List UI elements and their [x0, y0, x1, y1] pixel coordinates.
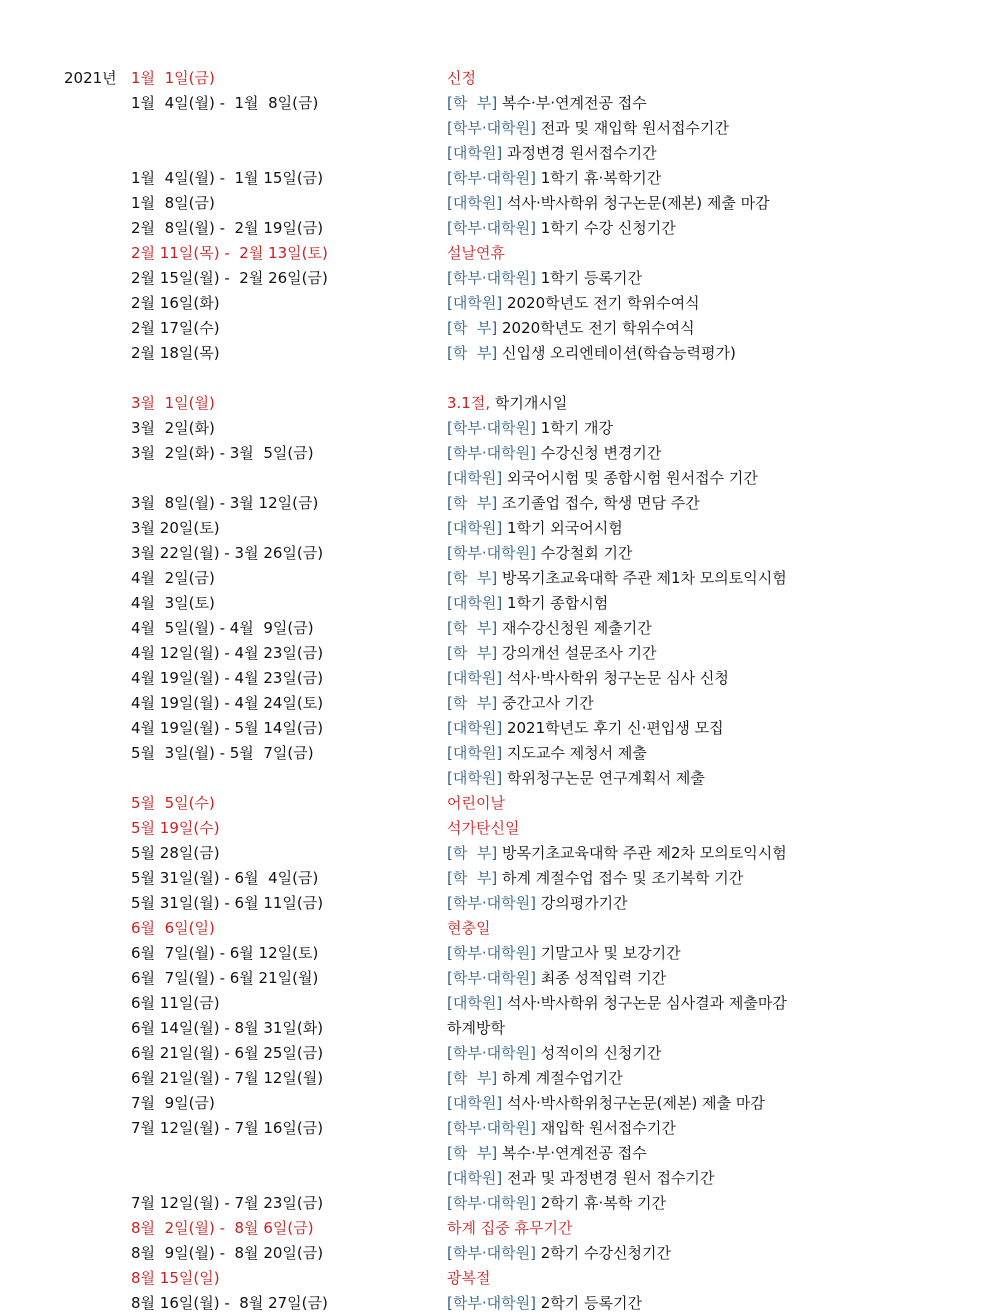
- schedule-event: [447, 1166, 714, 1191]
- schedule-description: 1학기 휴·복학기간: [540, 169, 662, 187]
- schedule-row: [0, 341, 994, 366]
- schedule-description: 석사·박사학위 청구논문 심사 신청: [506, 669, 729, 687]
- schedule-category: [대학원]: [447, 144, 503, 162]
- schedule-category: [학부·대학원]: [447, 269, 536, 287]
- schedule-date: 3월 1일(월): [131, 394, 215, 412]
- schedule-date: 4월 19일(월) - 5월 14일(금): [131, 719, 324, 737]
- schedule-description: 방목기초교육대학 주관 제1차 모의토익시험: [502, 569, 787, 587]
- schedule-category: [학 부]: [447, 344, 498, 362]
- schedule-date: 7월 9일(금): [131, 1094, 215, 1112]
- schedule-description: 수강철회 기간: [540, 544, 633, 562]
- schedule-category: [학 부]: [447, 1069, 498, 1087]
- schedule-category: [학부·대학원]: [447, 1194, 536, 1212]
- schedule-event: [447, 816, 519, 841]
- schedule-date: 1월 4일(월) - 1월 8일(금): [131, 94, 319, 112]
- schedule-row: [0, 166, 994, 191]
- schedule-description: 성적이의 신청기간: [540, 1044, 662, 1062]
- schedule-date: 5월 19일(수): [131, 819, 220, 837]
- schedule-description: 1학기 등록기간: [540, 269, 642, 287]
- schedule-category: [학 부]: [447, 844, 498, 862]
- schedule-category: [학 부]: [447, 644, 498, 662]
- schedule-description: 2학기 등록기간: [540, 1294, 642, 1312]
- schedule-event: [447, 766, 705, 791]
- schedule-row: [0, 541, 994, 566]
- schedule-date: 6월 7일(월) - 6월 12일(토): [131, 944, 319, 962]
- schedule-date: 4월 12일(월) - 4월 23일(금): [131, 644, 324, 662]
- holiday-row: [0, 1216, 994, 1241]
- schedule-row: [0, 566, 994, 591]
- schedule-event: [447, 416, 613, 441]
- schedule-event: [447, 1266, 490, 1291]
- schedule-row: [0, 1141, 994, 1166]
- schedule-description: 하계방학: [447, 1019, 505, 1037]
- academic-schedule: [0, 66, 994, 1316]
- schedule-date: 5월 31일(월) - 6월 4일(금): [131, 869, 319, 887]
- schedule-category: [학 부]: [447, 869, 498, 887]
- schedule-category: [학 부]: [447, 619, 498, 637]
- schedule-description: 과정변경 원서접수기간: [506, 144, 657, 162]
- schedule-row: [0, 941, 994, 966]
- schedule-description: 수강신청 변경기간: [540, 444, 662, 462]
- schedule-description: 복수·부·연계전공 접수: [502, 94, 647, 112]
- schedule-date: 2월 17일(수): [131, 319, 220, 337]
- schedule-row: [0, 766, 994, 791]
- schedule-date: 6월 14일(월) - 8월 31일(화): [131, 1019, 324, 1037]
- schedule-category: [학부·대학원]: [447, 219, 536, 237]
- schedule-description: 하계 계절수업기간: [502, 1069, 623, 1087]
- schedule-event: [447, 466, 758, 491]
- schedule-row: [0, 1041, 994, 1066]
- holiday-row: [0, 391, 994, 416]
- schedule-row: [0, 266, 994, 291]
- schedule-description: 석가탄신일: [447, 819, 520, 837]
- schedule-row: [0, 1091, 994, 1116]
- schedule-row: [0, 666, 994, 691]
- schedule-description: 중간고사 기간: [502, 694, 594, 712]
- schedule-event: [447, 1216, 572, 1241]
- schedule-date: 8월 2일(월) - 8월 6일(금): [131, 1219, 314, 1237]
- schedule-row: [0, 516, 994, 541]
- year-label: 2021년: [64, 69, 117, 87]
- schedule-date: 5월 3일(월) - 5월 7일(금): [131, 744, 314, 762]
- schedule-description: 현충일: [447, 919, 491, 937]
- holiday-row: [0, 816, 994, 841]
- schedule-event: [447, 866, 743, 891]
- schedule-event: [447, 916, 490, 941]
- schedule-date: 8월 9일(월) - 8월 20일(금): [131, 1244, 324, 1262]
- schedule-event: [447, 166, 661, 191]
- schedule-description: 전과 및 재입학 원서접수기간: [540, 119, 729, 137]
- schedule-event: [447, 1066, 623, 1091]
- schedule-category: [학부·대학원]: [447, 1044, 536, 1062]
- schedule-event: [447, 91, 647, 116]
- schedule-description: 설날연휴: [447, 244, 505, 262]
- schedule-event: [447, 616, 652, 641]
- schedule-date: 3월 22일(월) - 3월 26일(금): [131, 544, 324, 562]
- schedule-description: 1학기 개강: [540, 419, 613, 437]
- schedule-row: [0, 866, 994, 891]
- holiday-row: [0, 916, 994, 941]
- schedule-row: [0, 216, 994, 241]
- schedule-row: [0, 1291, 994, 1316]
- schedule-description: 1학기 종합시험: [506, 594, 609, 612]
- schedule-category: [학부·대학원]: [447, 419, 536, 437]
- holiday-row: [0, 66, 994, 91]
- schedule-date: 6월 21일(월) - 7월 12일(월): [131, 1069, 324, 1087]
- schedule-category: [학 부]: [447, 94, 498, 112]
- schedule-category: [학 부]: [447, 569, 498, 587]
- schedule-date: 8월 16일(월) - 8월 27일(금): [131, 1294, 328, 1312]
- schedule-category: [대학원]: [447, 994, 503, 1012]
- schedule-event: [447, 191, 770, 216]
- schedule-event: [447, 441, 661, 466]
- schedule-event: [447, 1041, 661, 1066]
- schedule-date: 4월 2일(금): [131, 569, 215, 587]
- schedule-description: 석사·박사학위 청구논문(제본) 제출 마감: [506, 194, 770, 212]
- schedule-event: [447, 141, 657, 166]
- schedule-description: 강의평가기간: [540, 894, 628, 912]
- schedule-event: [447, 1241, 671, 1266]
- schedule-category: [대학원]: [447, 294, 503, 312]
- schedule-row: [0, 966, 994, 991]
- schedule-row: [0, 741, 994, 766]
- schedule-event: [447, 891, 628, 916]
- schedule-category: [학부·대학원]: [447, 544, 536, 562]
- schedule-row: [0, 1016, 994, 1041]
- schedule-category: [대학원]: [447, 519, 503, 537]
- schedule-event: [447, 316, 695, 341]
- schedule-date: 5월 31일(월) - 6월 11일(금): [131, 894, 324, 912]
- schedule-event: [447, 841, 787, 866]
- schedule-row: [0, 991, 994, 1016]
- schedule-category: [학부·대학원]: [447, 1294, 536, 1312]
- schedule-date: 2월 15일(월) - 2월 26일(금): [131, 269, 328, 287]
- schedule-event: [447, 1091, 765, 1116]
- schedule-row: [0, 116, 994, 141]
- schedule-row: [0, 691, 994, 716]
- schedule-event: [447, 1116, 676, 1141]
- schedule-event: [447, 241, 505, 266]
- schedule-description: 복수·부·연계전공 접수: [502, 1144, 647, 1162]
- schedule-description-extra: 학기개시일: [490, 394, 568, 412]
- schedule-event: [447, 1016, 505, 1041]
- schedule-description: 신정: [447, 69, 476, 87]
- schedule-event: [447, 341, 736, 366]
- schedule-row: [0, 1116, 994, 1141]
- schedule-date: 3월 20일(토): [131, 519, 220, 537]
- schedule-date: 7월 12일(월) - 7월 16일(금): [131, 1119, 324, 1137]
- schedule-event: [447, 966, 666, 991]
- schedule-description: 2학기 수강신청기간: [540, 1244, 671, 1262]
- schedule-row: [0, 416, 994, 441]
- schedule-event: [447, 1191, 666, 1216]
- schedule-row: [0, 891, 994, 916]
- schedule-description: 강의개선 설문조사 기간: [502, 644, 657, 662]
- schedule-row: [0, 1241, 994, 1266]
- schedule-category: [대학원]: [447, 469, 503, 487]
- schedule-description: 재입학 원서접수기간: [540, 1119, 676, 1137]
- schedule-description: 1학기 외국어시험: [506, 519, 623, 537]
- schedule-category: [학 부]: [447, 1144, 498, 1162]
- schedule-event: [447, 691, 594, 716]
- holiday-row: [0, 1266, 994, 1291]
- schedule-description: 조기졸업 접수, 학생 면담 주간: [502, 494, 700, 512]
- schedule-description: 석사·박사학위청구논문(제본) 제출 마감: [506, 1094, 765, 1112]
- schedule-description: 2020학년도 전기 학위수여식: [506, 294, 700, 312]
- schedule-date: 3월 2일(화) - 3월 5일(금): [131, 444, 314, 462]
- schedule-description: 지도교수 제청서 제출: [506, 744, 647, 762]
- schedule-category: [학부·대학원]: [447, 894, 536, 912]
- schedule-category: [학부·대학원]: [447, 119, 536, 137]
- schedule-date: 1월 1일(금): [131, 69, 215, 87]
- schedule-row: [0, 141, 994, 166]
- schedule-description: 어린이날: [447, 794, 505, 812]
- schedule-description: 석사·박사학위 청구논문 심사결과 제출마감: [506, 994, 787, 1012]
- schedule-event: [447, 516, 623, 541]
- schedule-description: 하계 집중 휴무기간: [447, 1219, 573, 1237]
- schedule-event: [447, 491, 700, 516]
- schedule-description: 전과 및 과정변경 원서 접수기간: [506, 1169, 715, 1187]
- schedule-category: [학 부]: [447, 494, 498, 512]
- schedule-date: 4월 5일(월) - 4월 9일(금): [131, 619, 314, 637]
- schedule-row: [0, 291, 994, 316]
- schedule-category: [대학원]: [447, 669, 503, 687]
- schedule-description: 2020학년도 전기 학위수여식: [502, 319, 695, 337]
- schedule-date: 5월 5일(수): [131, 794, 215, 812]
- schedule-event: [447, 666, 729, 691]
- schedule-event: [447, 66, 476, 91]
- schedule-description: 기말고사 및 보강기간: [540, 944, 681, 962]
- schedule-description: 외국어시험 및 종합시험 원서접수 기간: [506, 469, 758, 487]
- schedule-row: [0, 441, 994, 466]
- schedule-event: [447, 591, 608, 616]
- schedule-date: 2월 8일(월) - 2월 19일(금): [131, 219, 324, 237]
- schedule-spacer: [0, 366, 994, 391]
- schedule-event: [447, 941, 681, 966]
- schedule-event: [447, 991, 787, 1016]
- schedule-event: [447, 641, 656, 666]
- schedule-date: 6월 21일(월) - 6월 25일(금): [131, 1044, 324, 1062]
- schedule-description: 재수강신청원 제출기간: [502, 619, 652, 637]
- schedule-date: 5월 28일(금): [131, 844, 220, 862]
- schedule-date: 2월 16일(화): [131, 294, 220, 312]
- schedule-row: [0, 591, 994, 616]
- schedule-event: [447, 541, 632, 566]
- schedule-description: 2학기 휴·복학 기간: [540, 1194, 666, 1212]
- schedule-row: [0, 91, 994, 116]
- schedule-date: 4월 19일(월) - 4월 23일(금): [131, 669, 324, 687]
- schedule-row: [0, 316, 994, 341]
- schedule-date: 4월 19일(월) - 4월 24일(토): [131, 694, 324, 712]
- schedule-category: [학부·대학원]: [447, 1244, 536, 1262]
- schedule-description: 3.1절,: [447, 394, 491, 412]
- schedule-event: [447, 566, 787, 591]
- schedule-date: 2월 11일(목) - 2월 13일(토): [131, 244, 328, 262]
- schedule-date: 8월 15일(일): [131, 1269, 220, 1287]
- schedule-date: 6월 6일(일): [131, 919, 215, 937]
- schedule-row: [0, 1166, 994, 1191]
- schedule-date: 6월 11일(금): [131, 994, 220, 1012]
- schedule-category: [학부·대학원]: [447, 944, 536, 962]
- schedule-row: [0, 491, 994, 516]
- schedule-date: 2월 18일(목): [131, 344, 220, 362]
- schedule-category: [대학원]: [447, 194, 503, 212]
- schedule-row: [0, 1191, 994, 1216]
- schedule-date: 1월 4일(월) - 1월 15일(금): [131, 169, 324, 187]
- schedule-date: 7월 12일(월) - 7월 23일(금): [131, 1194, 324, 1212]
- schedule-event: [447, 291, 700, 316]
- schedule-category: [대학원]: [447, 719, 503, 737]
- schedule-description: 최종 성적입력 기간: [540, 969, 667, 987]
- schedule-category: [학부·대학원]: [447, 1119, 536, 1137]
- schedule-description: 방목기초교육대학 주관 제2차 모의토익시험: [502, 844, 787, 862]
- schedule-description: 신입생 오리엔테이션(학습능력평가): [502, 344, 736, 362]
- schedule-row: [0, 716, 994, 741]
- schedule-category: [대학원]: [447, 594, 503, 612]
- schedule-description: 2021학년도 후기 신·편입생 모집: [506, 719, 724, 737]
- schedule-row: [0, 1066, 994, 1091]
- schedule-event: [447, 216, 676, 241]
- schedule-date: 6월 7일(월) - 6월 21일(월): [131, 969, 319, 987]
- schedule-row: [0, 841, 994, 866]
- schedule-description: 하계 계절수업 접수 및 조기복학 기간: [502, 869, 744, 887]
- schedule-row: [0, 616, 994, 641]
- schedule-category: [학 부]: [447, 319, 498, 337]
- schedule-category: [대학원]: [447, 1094, 503, 1112]
- schedule-date: 3월 2일(화): [131, 419, 215, 437]
- schedule-date: 1월 8일(금): [131, 194, 215, 212]
- schedule-row: [0, 641, 994, 666]
- schedule-date: 3월 8일(월) - 3월 12일(금): [131, 494, 319, 512]
- schedule-description: 광복절: [447, 1269, 491, 1287]
- schedule-category: [대학원]: [447, 769, 503, 787]
- schedule-row: [0, 466, 994, 491]
- holiday-row: [0, 791, 994, 816]
- schedule-category: [학부·대학원]: [447, 444, 536, 462]
- schedule-category: [학부·대학원]: [447, 969, 536, 987]
- schedule-event: [447, 791, 505, 816]
- schedule-event: [447, 266, 642, 291]
- holiday-row: [0, 241, 994, 266]
- schedule-category: [대학원]: [447, 744, 503, 762]
- schedule-category: [학 부]: [447, 694, 498, 712]
- schedule-date: 4월 3일(토): [131, 594, 215, 612]
- schedule-description: 1학기 수강 신청기간: [540, 219, 676, 237]
- schedule-event: [447, 716, 724, 741]
- schedule-event: [447, 1141, 647, 1166]
- schedule-event: [447, 741, 647, 766]
- schedule-description: 학위청구논문 연구계획서 제출: [506, 769, 705, 787]
- schedule-category: [학부·대학원]: [447, 169, 536, 187]
- schedule-event: [447, 1291, 642, 1316]
- schedule-category: [대학원]: [447, 1169, 503, 1187]
- schedule-row: [0, 191, 994, 216]
- schedule-event: [447, 116, 729, 141]
- schedule-event: [447, 391, 567, 416]
